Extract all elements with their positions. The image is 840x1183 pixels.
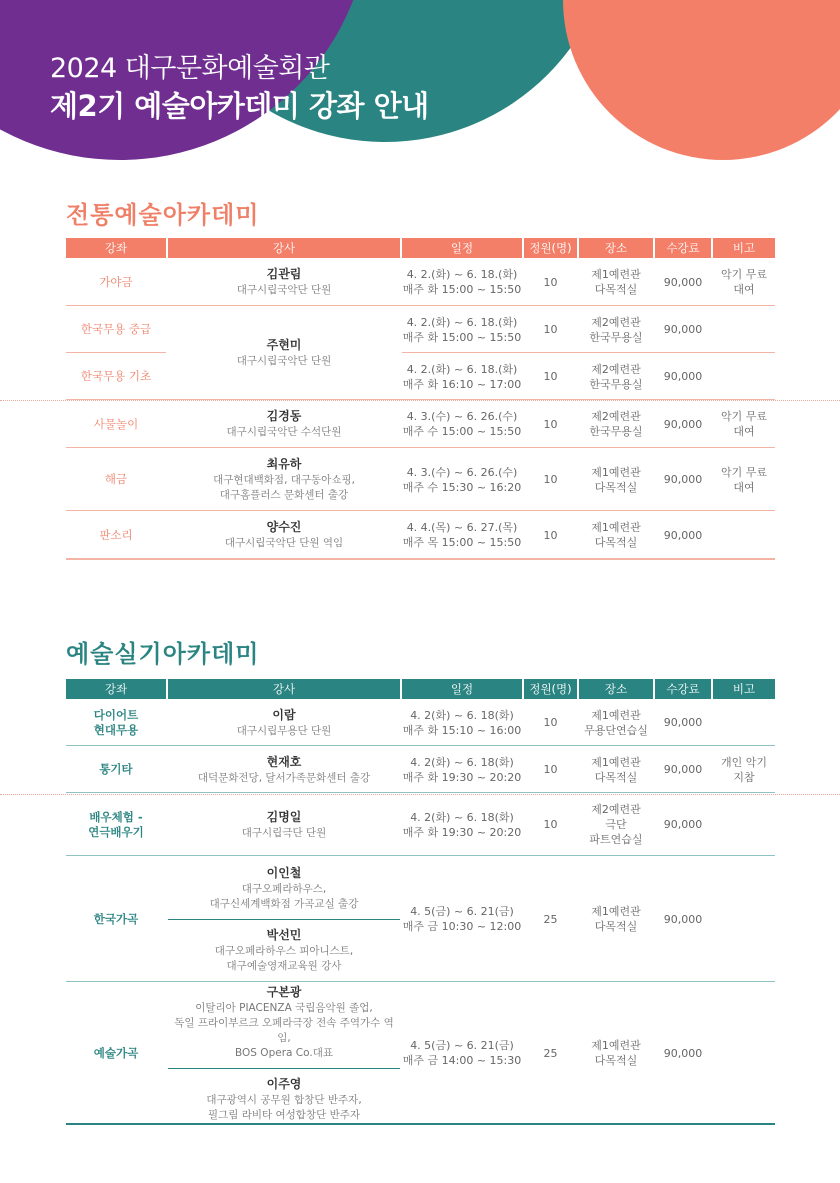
cell-instructor-col [168, 258, 400, 306]
note-line: 대여 [733, 283, 755, 296]
cell-capacity-col [524, 448, 577, 511]
cell-schedule-col [402, 400, 522, 448]
cell-course-col [66, 699, 166, 746]
instructor-desc: 대구오페라하우스 피아니스트, [214, 944, 354, 957]
table-row [66, 856, 775, 982]
place-line: 제2예련관 [591, 315, 641, 329]
course-name: 배우체험 - [89, 809, 143, 824]
schedule-line: 매주 화 15:00 ~ 15:50 [402, 330, 522, 344]
table-row [66, 448, 775, 511]
header-instructor-col: 강사 [168, 238, 400, 258]
schedule-line: 매주 금 14:00 ~ 15:30 [402, 1054, 522, 1067]
cell-instructor-col [168, 400, 400, 448]
cell-note-col [713, 699, 775, 746]
cell-fee-col [655, 699, 711, 746]
cell-instructor-col [168, 511, 400, 559]
cell-schedule-col [402, 353, 522, 400]
cell-schedule-col [402, 306, 522, 353]
cell-fee-col [655, 258, 711, 306]
cell-fee-col [655, 306, 711, 353]
instructor-desc: 대구오페라하우스, [241, 882, 327, 895]
instructor-desc: 대덕문화전당, 달서가족문화센터 출강 [197, 771, 371, 784]
cell-note-col [713, 400, 775, 448]
instructor-desc: 대구신세계백화점 가곡교실 출강 [209, 897, 359, 910]
cell-schedule-col [402, 448, 522, 511]
cell-note-col [713, 258, 775, 306]
course-name: 판소리 [99, 527, 133, 542]
instructor-desc: 대구시립국악단 단원 [236, 284, 332, 296]
instructor-desc: 대구홈플러스 문화센터 출강 [219, 489, 349, 501]
schedule-line: 매주 화 15:10 ~ 16:00 [402, 723, 522, 737]
instructor-name: 구본광 [266, 984, 302, 999]
cell-schedule-col [402, 982, 522, 1124]
capacity-value: 10 [543, 528, 558, 542]
place-line: 한국무용실 [589, 425, 643, 438]
fee-value: 90,000 [663, 323, 703, 336]
place-line: 제1예련관 [591, 708, 641, 722]
header-place-col: 장소 [579, 238, 653, 258]
instructor-name: 이인철 [266, 865, 302, 880]
cell-capacity-col [524, 400, 577, 448]
table-row [66, 746, 775, 793]
note-line: 개인 악기 [720, 755, 767, 769]
note-line: 악기 무료 [720, 268, 767, 281]
instructor-desc: 대구예술영재교육원 강사 [226, 959, 342, 972]
cell-fee-col [655, 400, 711, 448]
cell-place-col [579, 353, 653, 400]
instructor-name: 김명일 [266, 809, 302, 824]
cell-capacity-col [524, 699, 577, 746]
course-name: 현대무용 [93, 722, 139, 737]
place-line: 무용단연습실 [584, 723, 648, 737]
place-line: 다목적실 [594, 536, 638, 549]
instructor-name: 박선민 [266, 927, 302, 942]
schedule-line: 매주 화 16:10 ~ 17:00 [402, 377, 522, 391]
place-line: 제1예련관 [591, 521, 641, 534]
table-row [66, 511, 775, 559]
table-row [66, 699, 775, 746]
schedule-line: 매주 화 15:00 ~ 15:50 [402, 283, 522, 296]
schedule-line: 4. 5(금) ~ 6. 21(금) [410, 1039, 514, 1052]
cell-place-col [579, 400, 653, 448]
cell-fee-col [655, 746, 711, 793]
instructor-divider [168, 1068, 400, 1069]
table-row [66, 982, 775, 1124]
cell-course-col [66, 258, 166, 306]
place-line: 제2예련관 [591, 362, 641, 376]
place-line: 다목적실 [594, 770, 638, 784]
cell-capacity-col [524, 746, 577, 793]
cell-schedule-col [402, 856, 522, 982]
cell-instructor-col [168, 699, 400, 746]
header-year-line: 2024 대구문화예술회관 [50, 53, 330, 84]
instructor-desc: 독일 프라이부르크 오페라극장 전속 주역가수 역임, [174, 1016, 394, 1044]
cell-place-col [579, 448, 653, 511]
schedule-line: 매주 화 19:30 ~ 20:20 [402, 770, 522, 784]
schedule-line: 매주 수 15:30 ~ 16:20 [402, 480, 522, 494]
table-row [66, 258, 775, 306]
schedule-line: 4. 3.(수) ~ 6. 26.(수) [406, 465, 518, 479]
note-line: 대여 [733, 425, 755, 438]
cell-note-col [713, 511, 775, 559]
cell-place-col [579, 699, 653, 746]
cell-course-col [66, 793, 166, 856]
cell-capacity-col [524, 258, 577, 306]
instructor-name: 이람 [272, 707, 296, 722]
course-name: 통기타 [99, 762, 133, 776]
cell-place-col [579, 258, 653, 306]
place-line: 다목적실 [594, 920, 638, 933]
fee-value: 90,000 [663, 528, 703, 542]
place-line: 극단 [605, 818, 627, 831]
table-end-line [66, 558, 775, 560]
cell-capacity-col [524, 511, 577, 559]
coral-circle-decoration [563, 0, 840, 160]
instructor-desc: 필그림 라비타 여성합창단 반주자 [207, 1108, 360, 1121]
place-line: 다목적실 [594, 480, 638, 494]
fee-value: 90,000 [663, 370, 703, 383]
table-row [66, 400, 775, 448]
cell-place-col [579, 746, 653, 793]
capacity-value: 10 [543, 473, 558, 486]
instructor-name: 주현미 [266, 338, 302, 352]
cell-course-col [66, 511, 166, 559]
cell-fee-col [655, 982, 711, 1124]
traditional-section-title: 전통예술아카데미 [66, 201, 260, 229]
header-note-col: 비고 [713, 679, 775, 699]
capacity-value: 10 [543, 417, 558, 431]
cell-course-col [66, 400, 166, 448]
cell-fee-col [655, 448, 711, 511]
fee-value: 90,000 [663, 473, 703, 486]
header-note-col: 비고 [713, 238, 775, 258]
fee-value: 90,000 [663, 716, 703, 729]
instructor-desc: 대구시립국악단 수석단원 [226, 426, 342, 438]
capacity-value: 10 [543, 716, 558, 729]
instructor-name: 현재호 [266, 754, 302, 769]
cell-fee-col [655, 793, 711, 856]
fee-value: 90,000 [663, 275, 703, 289]
instructor-divider [168, 919, 400, 920]
cell-capacity-col [524, 353, 577, 400]
place-line: 다목적실 [594, 283, 638, 296]
table-header [66, 679, 775, 699]
cell-instructor-col [168, 793, 400, 856]
cell-note-col [713, 982, 775, 1124]
cell-course-col [66, 353, 166, 400]
course-name: 가야금 [99, 274, 133, 289]
course-name: 한국무용 중급 [80, 322, 152, 336]
cell-capacity-col [524, 793, 577, 856]
place-line: 제1예련관 [591, 465, 641, 479]
cell-place-col [579, 306, 653, 353]
page-title: 제2기 예술아카데미 강좌 안내 [50, 89, 429, 123]
instructor-desc: 대구시립무용단 단원 [236, 724, 332, 737]
cell-course-col [66, 982, 166, 1124]
place-line: 다목적실 [594, 1054, 638, 1067]
course-name: 한국무용 기초 [80, 369, 152, 383]
schedule-line: 4. 2(화) ~ 6. 18(화) [410, 810, 514, 824]
schedule-line: 매주 목 15:00 ~ 15:50 [402, 536, 522, 549]
cell-schedule-col [402, 699, 522, 746]
schedule-line: 4. 2.(화) ~ 6. 18.(화) [406, 315, 518, 329]
instructor-name: 양수진 [266, 520, 302, 534]
cell-instructor-col [168, 746, 400, 793]
place-line: 한국무용실 [589, 377, 643, 391]
instructor-desc: 대구현대백화점, 대구동아쇼핑, [213, 474, 355, 486]
practical-course-table [66, 679, 775, 1124]
schedule-line: 4. 2.(화) ~ 6. 18.(화) [406, 362, 518, 376]
schedule-line: 4. 2.(화) ~ 6. 18.(화) [406, 268, 518, 281]
schedule-line: 매주 화 19:30 ~ 20:20 [402, 825, 522, 839]
schedule-line: 매주 금 10:30 ~ 12:00 [402, 920, 522, 933]
cell-schedule-col [402, 258, 522, 306]
cell-schedule-col [402, 793, 522, 856]
cell-fee-col [655, 353, 711, 400]
schedule-line: 4. 3.(수) ~ 6. 26.(수) [406, 410, 518, 423]
header-place-col: 장소 [579, 679, 653, 699]
practical-section-title: 예술실기아카데미 [66, 640, 260, 668]
capacity-value: 10 [543, 275, 558, 289]
cell-fee-col [655, 511, 711, 559]
cell-fee-col [655, 856, 711, 982]
schedule-line: 매주 수 15:00 ~ 15:50 [402, 425, 522, 438]
cell-capacity-col [524, 306, 577, 353]
table-row [66, 306, 775, 367]
place-line: 제2예련관 [591, 803, 641, 816]
cell-note-col [713, 856, 775, 982]
cell-place-col [579, 511, 653, 559]
place-line: 제2예련관 [591, 410, 641, 423]
place-line: 파트연습실 [589, 833, 643, 846]
fee-value: 90,000 [663, 417, 703, 431]
course-name: 다이어트 [93, 707, 139, 722]
schedule-line: 4. 2(화) ~ 6. 18(화) [410, 755, 514, 769]
header-course-col: 강좌 [66, 238, 166, 258]
table-row [66, 793, 775, 856]
course-name: 한국가곡 [93, 911, 139, 926]
cell-instructor-col [168, 448, 400, 511]
cell-note-col [713, 353, 775, 400]
instructor-desc: 대구시립극단 단원 [241, 826, 327, 839]
course-name: 연극배우기 [88, 824, 144, 839]
capacity-value: 10 [543, 323, 558, 336]
instructor-desc: 이탈리아 PIACENZA 국립음악원 졸업, [195, 1001, 373, 1014]
cell-schedule-col [402, 511, 522, 559]
header-fee-col: 수강료 [655, 679, 711, 699]
capacity-value: 10 [543, 763, 558, 776]
course-name: 해금 [104, 472, 128, 486]
fee-value: 90,000 [663, 763, 703, 776]
fee-value: 90,000 [663, 818, 703, 831]
note-line: 지참 [733, 770, 755, 784]
note-line: 대여 [733, 480, 755, 494]
table-header [66, 238, 775, 258]
header-instructor-col: 강사 [168, 679, 400, 699]
traditional-course-table [66, 238, 775, 559]
fee-value: 90,000 [663, 912, 703, 926]
cell-course-col [66, 746, 166, 793]
cell-note-col [713, 793, 775, 856]
instructor-name: 김관림 [266, 267, 302, 281]
cell-note-col [713, 746, 775, 793]
note-line: 악기 무료 [720, 465, 767, 479]
course-name: 사물놀이 [93, 416, 139, 431]
schedule-line: 4. 4.(목) ~ 6. 27.(목) [406, 521, 518, 534]
instructor-desc: BOS Opera Co.대표 [235, 1046, 333, 1059]
header-capacity-col: 정원(명) [524, 679, 577, 699]
instructor-desc: 대구시립국악단 단원 역임 [224, 537, 344, 549]
course-name: 예술가곡 [93, 1045, 139, 1060]
capacity-value: 10 [543, 370, 558, 383]
header-course-col: 강좌 [66, 679, 166, 699]
instructor-name: 최유하 [266, 457, 302, 471]
cell-schedule-col [402, 746, 522, 793]
schedule-line: 4. 5(금) ~ 6. 21(금) [410, 905, 514, 918]
fee-value: 90,000 [663, 1046, 703, 1060]
header-schedule-col: 일정 [402, 238, 522, 258]
schedule-line: 4. 2(화) ~ 6. 18(화) [410, 708, 514, 722]
cell-capacity-col [524, 856, 577, 982]
cell-instructor-col [168, 856, 400, 982]
table-row [66, 353, 775, 400]
capacity-value: 10 [543, 818, 558, 831]
place-line: 제1예련관 [591, 755, 641, 769]
instructor-desc: 대구광역시 공무원 합창단 반주자, [206, 1093, 362, 1106]
cell-place-col [579, 793, 653, 856]
cell-course-col [66, 306, 166, 353]
header-schedule-col: 일정 [402, 679, 522, 699]
place-line: 제1예련관 [591, 1039, 641, 1052]
dotted-divider [0, 400, 840, 401]
instructor-desc: 대구시립국악단 단원 [236, 355, 332, 367]
cell-instructor-col [168, 982, 400, 1124]
instructor-name: 김경동 [266, 409, 302, 423]
cell-capacity-col [524, 982, 577, 1124]
cell-course-col [66, 448, 166, 511]
header-fee-col: 수강료 [655, 238, 711, 258]
cell-course-col [66, 856, 166, 982]
capacity-value: 25 [543, 912, 558, 926]
cell-place-col [579, 856, 653, 982]
cell-note-col [713, 448, 775, 511]
cell-place-col [579, 982, 653, 1124]
place-line: 제1예련관 [591, 905, 641, 918]
place-line: 제1예련관 [591, 268, 641, 281]
table-end-line [66, 1123, 775, 1125]
instructor-name: 이주영 [266, 1076, 302, 1091]
cell-note-col [713, 306, 775, 353]
place-line: 한국무용실 [589, 330, 643, 344]
header-capacity-col: 정원(명) [524, 238, 577, 258]
note-line: 악기 무료 [720, 410, 767, 423]
capacity-value: 25 [543, 1046, 558, 1060]
